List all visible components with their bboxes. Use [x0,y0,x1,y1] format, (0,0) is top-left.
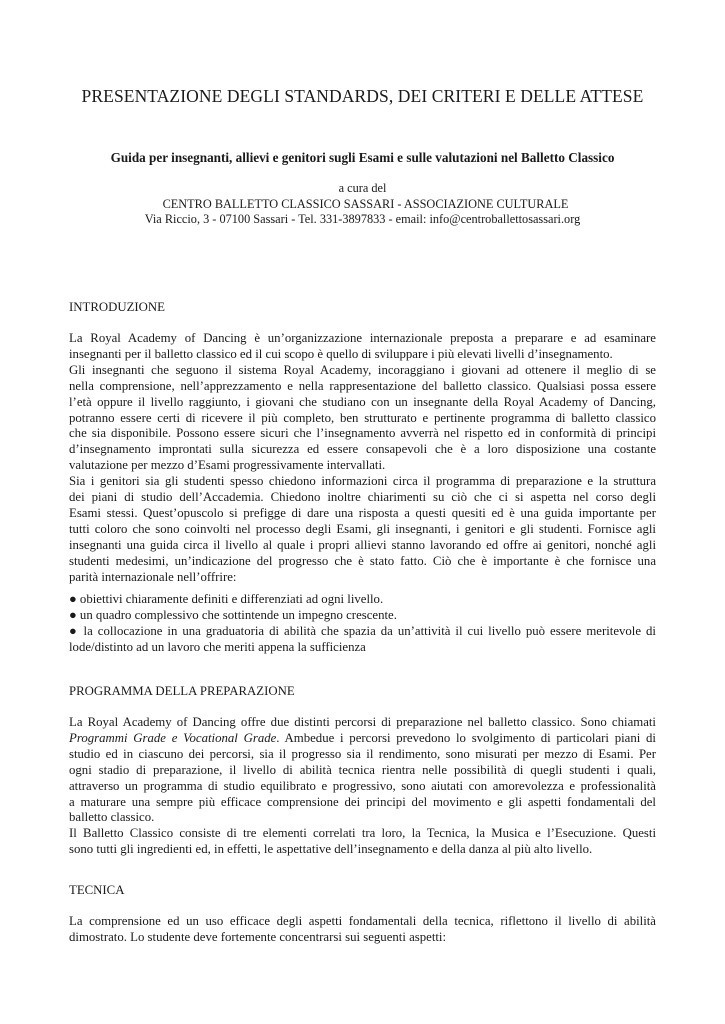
section-heading-introduzione: INTRODUZIONE [69,300,165,314]
text-line: lode/distinto ad un lavoro che meriti appena la sufficienza [69,639,366,654]
text-line: a maturare una sempre più efficace comprensione dei principi del movimento e gli aspetti fondamentali del [69,794,656,809]
text-line: La Royal Academy of Dancing offre due distinti percorsi di preparazione nel balletto classico. Sono chiamati [69,715,656,729]
text-line: sono tutti gli ingredienti ed, in effetti, le aspettative dell’insegnamento e della danza al più alto livello. [69,842,593,857]
bullet-list [69,592,656,656]
section-heading-tecnica: TECNICA [69,883,125,897]
text-line: d’insegnamento improntati sulla sicurezza ed essere consapevoli che è a loro disposizione una costante [69,442,656,457]
text-line: studenti medesimi, un’indicazione del progresso che è stato fatto. Ciò che è importante è che fornisce una [69,553,656,568]
text-line: potranno essere certi di ricevere il più completo, ben strutturato e pertinente programma di balletto classico [69,410,656,425]
list-item [69,624,656,656]
text-line: ogni stadio di preparazione, il livello di abilità tecnica rientra nelle possibilità di quegli studenti i quali, [69,762,656,777]
paragraph-intro-2 [69,363,656,474]
programma-body [69,715,656,858]
intro-bullet-list-wrap [69,592,656,656]
document-title: PRESENTAZIONE DEGLI STANDARDS, DEI CRITERI E DELLE ATTESE [81,86,644,106]
paragraph-tecnica-1 [69,914,656,946]
text-line: parità internazionale nell’offrire: [69,569,237,584]
text-line: Esami stessi. Quest’opuscolo si prefigge di dare una risposta a questi quesiti ed è una guida importante per [69,505,656,520]
text-line: ● obiettivi chiaramente definiti e differenziati ad ogni livello. [69,592,384,606]
section-heading-programma: PROGRAMMA DELLA PREPARAZIONE [69,684,295,698]
section-programma [69,684,656,700]
paragraph-programma-1 [69,715,656,826]
text-fragment: . Ambedue i percorsi prevedono lo svolgimento di particolari piani di [276,730,656,745]
credit-address: Via Riccio, 3 - 07100 Sassari - Tel. 331-3897833 - email: info@centroballettosassari.org [144,212,581,226]
paragraph-programma-2 [69,826,656,858]
text-line: insegnanti per il balletto classico ed il cui scopo è quello di sviluppare i più elevati livelli d’insegnamento. [69,346,613,361]
text-line: dimostrato. Lo studente deve fortemente concentrarsi sui seguenti aspetti: [69,929,447,944]
list-item [69,592,656,608]
text-line: dei piani di studio dell’Accademia. Chiedono inoltre chiarimenti su ciò che ci si aspetta nel corso degli [69,490,656,505]
text-line: attraverso un programma di studio equilibrato e progressivo, sono aiutati con amorevolezza e professionalità [69,778,656,793]
italic-program-names: Programmi Grade e Vocational Grade [69,730,277,745]
text-line: che sia disponibile. Possono essere sicuri che l’insegnamento avverrà nel rispetto ed in conformità di principi [69,426,656,441]
text-line: valutazione per mezzo d’Esami progressivamente intervallati. [69,458,386,473]
section-tecnica [69,883,656,899]
text-line: ● la collocazione in una graduatoria di abilità che spazia da un’attività il cui livello può essere meritevole di [69,623,656,638]
text-line: tutti coloro che sono coinvolti nel processo degli Esami, gli insegnanti, i genitori e gli studenti. Fornisce agli [69,521,656,536]
text-line: l’età oppure il livello raggiunto, i giovani che studiano con un insegnante della Royal Academy of Dancing, [69,394,656,409]
text-line: nella comprensione, nell’apprezzamento e nella rappresentazione del balletto classico. Qualsiasi possa essere [69,378,656,393]
text-line: studio ed in ciascuno dei percorsi, sia il progresso sia il rendimento, sono misurati per mezzo di Esami. Per [69,746,656,761]
text-line: ● un quadro complessivo che sottintende un impegno crescente. [69,607,397,622]
text-line: La Royal Academy of Dancing è un’organizzazione internazionale preposta a preparare e ad esaminare [69,331,656,345]
text-line: Gli insegnanti che seguono il sistema Royal Academy, incoraggiano i giovani ad ottenere il meglio di se [69,362,656,377]
paragraph-intro-1 [69,331,656,363]
section-introduzione [69,300,656,316]
text-line: balletto classico. [69,810,155,825]
paragraph-intro-3 [69,474,656,585]
credit-block [0,181,725,228]
credit-by: a cura del [338,181,387,195]
document-subtitle: Guida per insegnanti, allievi e genitori sugli Esami e sulle valutazioni nel Balletto Classico [110,150,615,165]
text-line-mixed [69,731,656,747]
introduzione-body [69,331,656,586]
text-line: La comprensione ed un uso efficace degli aspetti fondamentali della tecnica, riflettono il livello di abilità [69,914,656,928]
credit-organization: CENTRO BALLETTO CLASSICO SASSARI - ASSOCIAZIONE CULTURALE [162,196,569,211]
text-line: insegnanti una guida circa il livello al quale i propri allievi stanno lavorando ed offre ai genitori, nonché agli [69,537,656,552]
list-item [69,608,656,624]
tecnica-body [69,914,656,946]
text-line: Sia i genitori sia gli studenti spesso chiedono informazioni circa il programma di preparazione e la struttura [69,474,656,489]
text-line: Il Balletto Classico consiste di tre elementi correlati tra loro, la Tecnica, la Musica e l’Esecuzione. Questi [69,826,656,841]
